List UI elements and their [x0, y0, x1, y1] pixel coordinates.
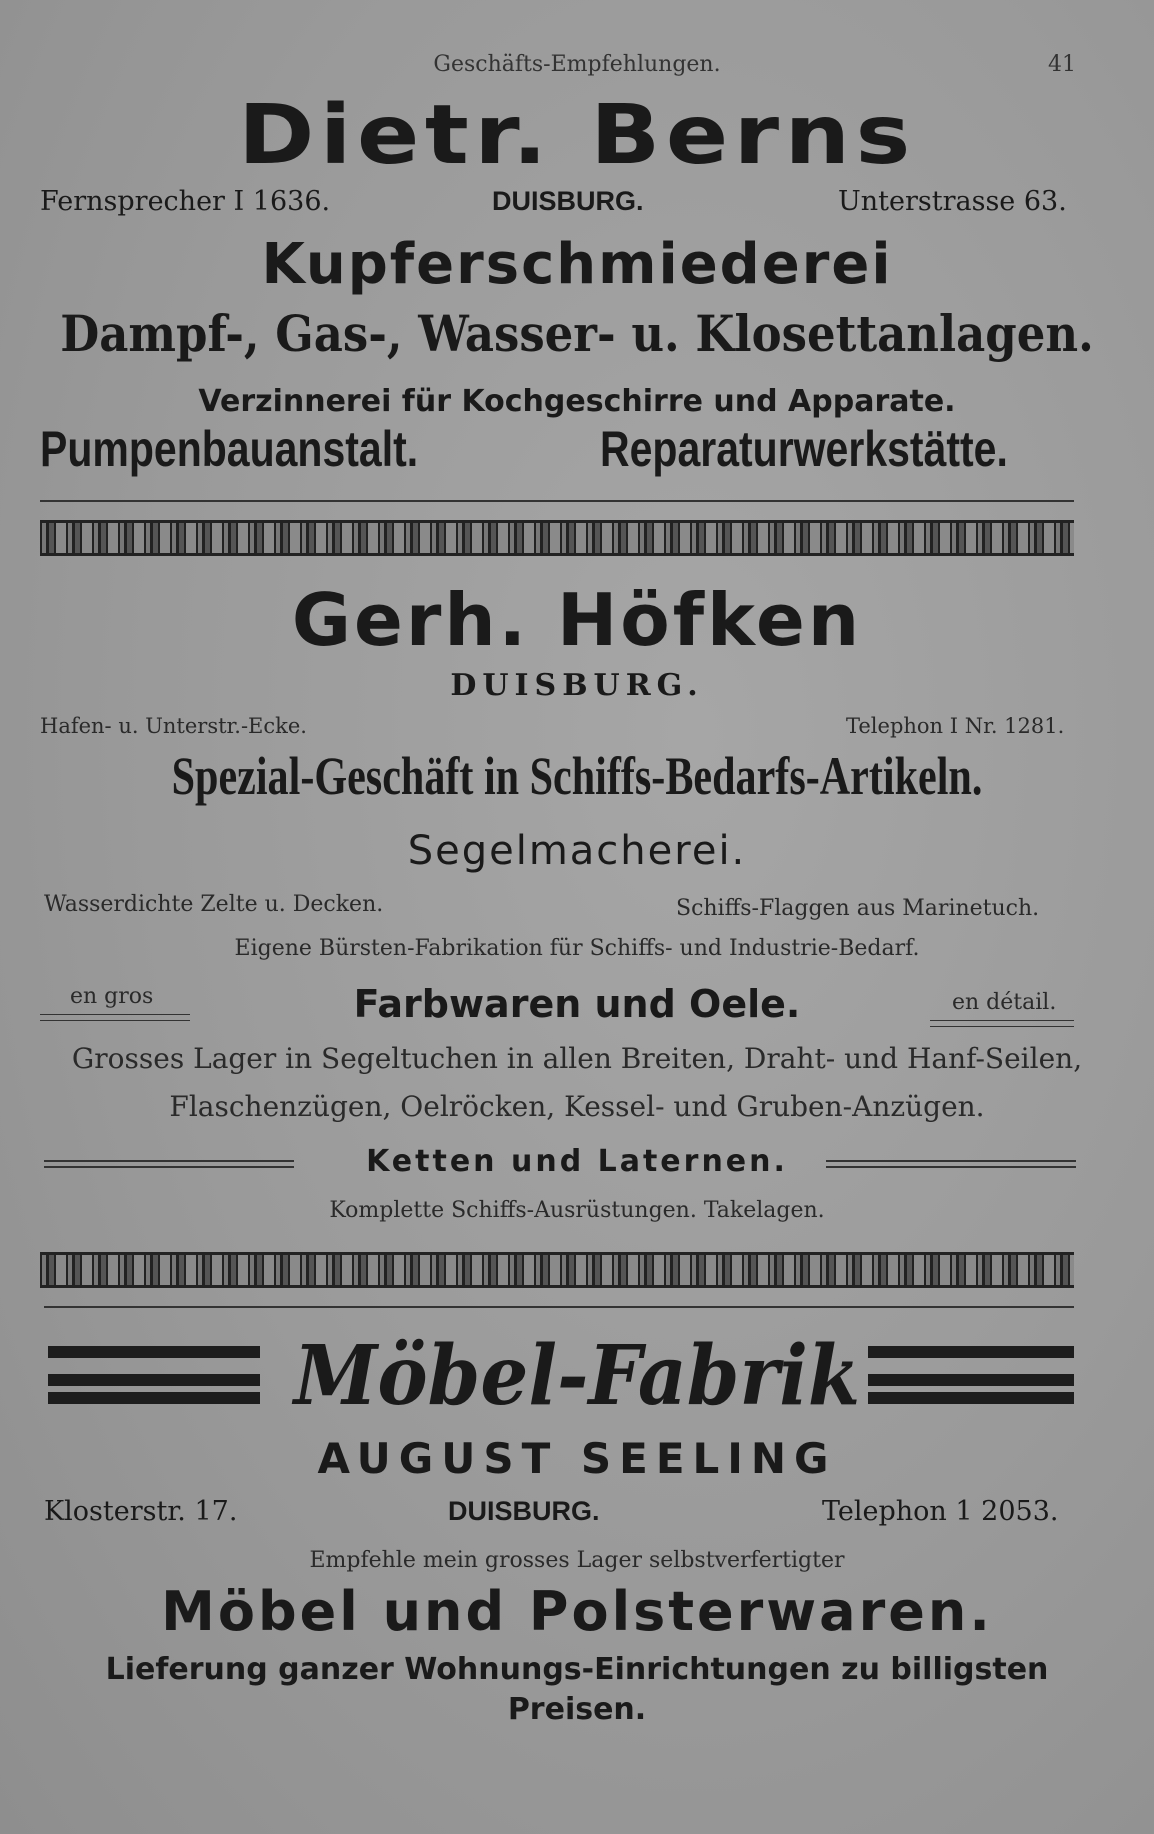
- ad2-sailmaking: Segelmacherei.: [407, 828, 747, 874]
- ad3-title: Möbel-Fabrik: [293, 1328, 861, 1424]
- ad1-pump: Pumpenbauanstalt.: [40, 421, 419, 477]
- ad2-brushes: Eigene Bürsten-Fabrikation für Schiffs- und Industrie-Bedarf.: [234, 936, 920, 961]
- ad1-repair: Reparaturwerkstätte.: [600, 421, 1008, 477]
- ad3-prices: Preisen.: [507, 1692, 647, 1727]
- ad2-tents: Wasserdichte Zelte u. Decken.: [44, 892, 384, 917]
- ad3-address: Klosterstr. 17.: [44, 1496, 238, 1527]
- ad2-flags: Schiffs-Flaggen aus Marinetuch.: [676, 896, 1040, 921]
- ad2-retail: en détail.: [952, 990, 1057, 1015]
- retail-underline-2: [930, 1026, 1074, 1027]
- ad2-stock-line2: Flaschenzügen, Oelröcken, Kessel- und Gruben-Anzügen.: [169, 1090, 985, 1123]
- ad2-stock-line1: Grosses Lager in Segeltuchen in allen Breiten, Draht- und Hanf-Seilen,: [71, 1042, 1083, 1075]
- title-bar-right-middle: [868, 1374, 1074, 1386]
- page-header: Geschäfts-Empfehlungen.: [433, 52, 721, 77]
- ad1-phone: Fernsprecher I 1636.: [40, 186, 331, 217]
- ad1-address: Unterstrasse 63.: [838, 186, 1067, 217]
- ad2-city: DUISBURG.: [450, 668, 704, 703]
- ad3-owner: AUGUST SEELING: [317, 1434, 837, 1483]
- ad1-tinning: Verzinnerei für Kochgeschirre und Apparate.: [198, 384, 956, 419]
- ad3-products: Möbel und Polsterwaren.: [161, 1580, 993, 1643]
- ornament-band: [40, 520, 1074, 556]
- ad2-paints: Farbwaren und Oele.: [353, 982, 801, 1026]
- ad2-wholesale: en gros: [70, 984, 154, 1009]
- ad3-recommend: Empfehle mein grosses Lager selbstverfertigter: [309, 1548, 845, 1573]
- ad3-delivery: Lieferung ganzer Wohnungs-Einrichtungen zu billigsten: [105, 1652, 1049, 1687]
- divider-rule: [40, 500, 1074, 502]
- ad1-company-name: Dietr. Berns: [238, 88, 916, 183]
- ad2-outfitting: Komplette Schiffs-Ausrüstungen. Takelagen.: [329, 1198, 825, 1223]
- ad1-services: Dampf-, Gas-, Wasser- u. Klosettanlagen.: [60, 304, 1094, 363]
- ad2-company-name: Gerh. Höfken: [291, 578, 863, 662]
- ad3-phone: Telephon 1 2053.: [822, 1496, 1059, 1527]
- chains-rule-right-2: [826, 1166, 1076, 1168]
- ad2-address: Hafen- u. Unterstr.-Ecke.: [40, 714, 307, 738]
- ad1-city: DUISBURG.: [492, 186, 644, 216]
- chains-rule-right: [826, 1160, 1076, 1162]
- ad2-specialty: Spezial-Geschäft in Schiffs-Bedarfs-Artikeln.: [171, 746, 983, 806]
- ad1-trade: Kupferschmiederei: [261, 232, 893, 297]
- ad3-city: DUISBURG.: [448, 1496, 600, 1526]
- ad2-chains: Ketten und Laternen.: [366, 1144, 788, 1179]
- title-bar-right-top: [868, 1346, 1074, 1358]
- divider-rule-2: [44, 1306, 1074, 1308]
- ornament-band-2: [40, 1252, 1074, 1288]
- page-number: 41: [1048, 52, 1076, 77]
- retail-underline: [930, 1020, 1074, 1021]
- ad2-phone: Telephon I Nr. 1281.: [846, 714, 1065, 738]
- title-bar-right-bottom: [868, 1392, 1074, 1404]
